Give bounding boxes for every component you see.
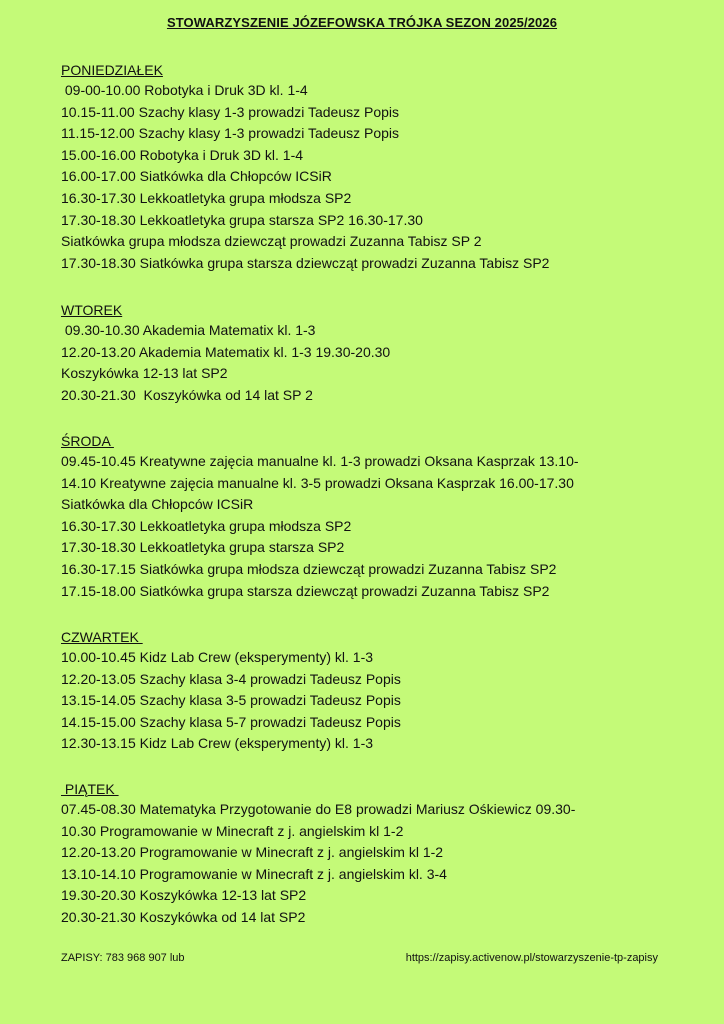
schedule-line: 09.30-10.30 Akademia Matematix kl. 1-3 [61, 322, 316, 338]
schedule-line: 12.30-13.15 Kidz Lab Crew (eksperymenty) kl. 1-3 [61, 735, 374, 752]
day-section-monday [61, 60, 701, 274]
schedule-line: 10.30 Programowanie w Minecraft z j. angielskim kl 1-2 [61, 822, 404, 839]
schedule-line: 19.30-20.30 Koszykówka 12-13 lat SP2 [61, 887, 307, 904]
schedule-line: 15.00-16.00 Robotyka i Druk 3D kl. 1-4 [61, 146, 304, 163]
schedule-line: Siatkówka grupa młodsza dziewcząt prowadzi Zuzanna Tabisz SP 2 [61, 233, 482, 250]
schedule-line: 16.30-17.15 Siatkówka grupa młodsza dziewcząt prowadzi Zuzanna Tabisz SP2 [61, 560, 557, 577]
schedule-line: 12.20-13.20 Akademia Matematix kl. 1-3 19.30-20.30 [61, 343, 391, 360]
schedule-line: 10.00-10.45 Kidz Lab Crew (eksperymenty) kl. 1-3 [61, 649, 374, 665]
day-heading: CZWARTEK [61, 629, 143, 645]
schedule-line: 12.20-13.05 Szachy klasa 3-4 prowadzi Tadeusz Popis [61, 670, 401, 687]
day-section-tuesday [61, 300, 701, 406]
schedule-line: 17.30-18.30 Lekkoatletyka grupa starsza SP2 16.30-17.30 [61, 211, 423, 228]
day-heading: ŚRODA [61, 433, 114, 449]
day-heading: WTOREK [61, 302, 123, 318]
schedule-line: 17.30-18.30 Siatkówka grupa starsza dziewcząt prowadzi Zuzanna Tabisz SP2 [61, 254, 550, 271]
signup-link[interactable]: https://zapisy.activenow.pl/stowarzyszenie-tp-zapisy [405, 952, 658, 964]
schedule-line: 12.20-13.20 Programowanie w Minecraft z j. angielskim kl 1-2 [61, 844, 444, 861]
schedule-line: 17.15-18.00 Siatkówka grupa starsza dziewcząt prowadzi Zuzanna Tabisz SP2 [61, 582, 550, 599]
day-section-friday [61, 779, 701, 929]
schedule-line: 17.30-18.30 Lekkoatletyka grupa starsza SP2 [61, 539, 345, 556]
schedule-line: 16.00-17.00 Siatkówka dla Chłopców ICSiR [61, 168, 332, 185]
schedule-line: 09-00-10.00 Robotyka i Druk 3D kl. 1-4 [61, 82, 308, 98]
schedule-line: 11.15-12.00 Szachy klasy 1-3 prowadzi Tadeusz Popis [61, 125, 400, 142]
schedule-line: 20.30-21.30 Koszykówka od 14 lat SP 2 [61, 386, 313, 403]
schedule-line: 16.30-17.30 Lekkoatletyka grupa młodsza SP2 [61, 189, 352, 206]
page-title: STOWARZYSZENIE JÓZEFOWSKA TRÓJKA SEZON 2025/2026 [166, 15, 558, 30]
day-heading: PIĄTEK [61, 781, 119, 797]
day-section-thursday [61, 627, 701, 755]
schedule-line: 13.10-14.10 Programowanie w Minecraft z j. angielskim kl. 3-4 [61, 865, 447, 882]
schedule-line: 09.45-10.45 Kreatywne zajęcia manualne kl. 1-3 prowadzi Oksana Kasprzak 13.10- [61, 453, 579, 469]
schedule-line: 14.10 Kreatywne zajęcia manualne kl. 3-5 prowadzi Oksana Kasprzak 16.00-17.30 [61, 474, 574, 491]
schedule-line: 20.30-21.30 Koszykówka od 14 lat SP2 [61, 908, 306, 925]
schedule-line: Koszykówka 12-13 lat SP2 [61, 365, 228, 382]
schedule-line: 14.15-15.00 Szachy klasa 5-7 prowadzi Tadeusz Popis [61, 713, 401, 730]
day-section-wednesday [61, 431, 701, 602]
schedule-line: 13.15-14.05 Szachy klasa 3-5 prowadzi Tadeusz Popis [61, 692, 401, 709]
day-heading: PONIEDZIAŁEK [61, 62, 163, 78]
schedule-line: 10.15-11.00 Szachy klasy 1-3 prowadzi Tadeusz Popis [61, 103, 400, 120]
schedule-line: 16.30-17.30 Lekkoatletyka grupa młodsza SP2 [61, 517, 352, 534]
signup-phone: ZAPISY: 783 968 907 lub [61, 952, 185, 964]
schedule-line: Siatkówka dla Chłopców ICSiR [61, 496, 254, 513]
schedule-line: 07.45-08.30 Matematyka Przygotowanie do E8 prowadzi Mariusz Ośkiewicz 09.30- [61, 801, 576, 817]
